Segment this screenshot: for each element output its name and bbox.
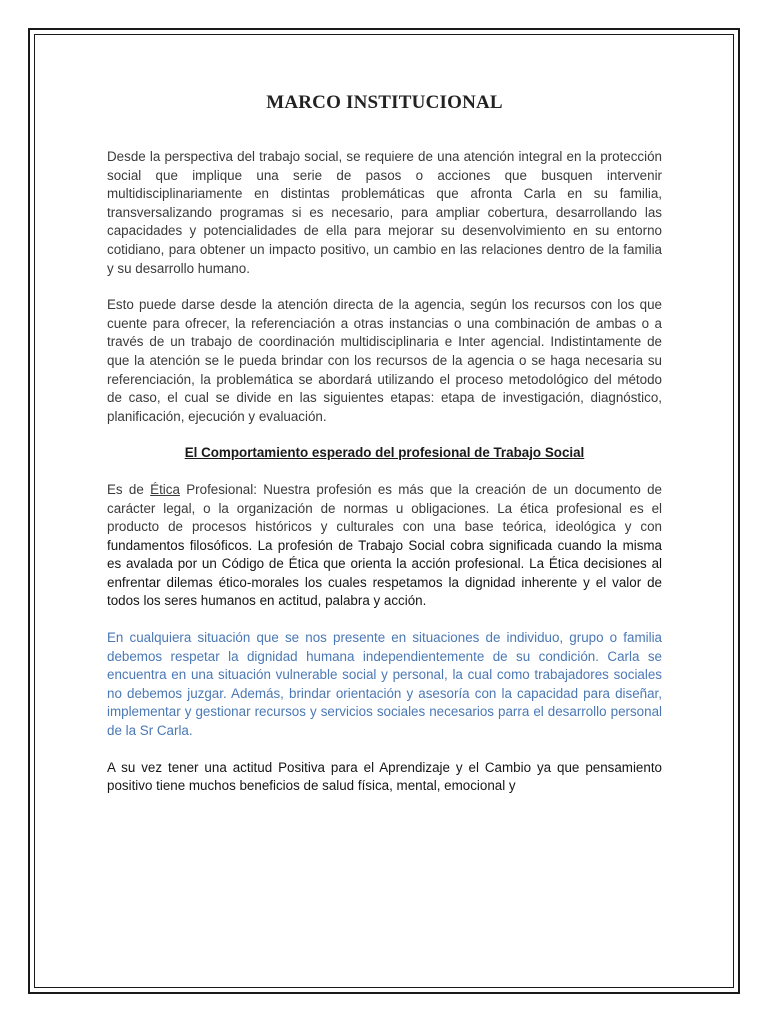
document-title: MARCO INSTITUCIONAL: [266, 92, 503, 113]
paragraph-5: A su vez tener una actitud Positiva para el Aprendizaje y el Cambio ya que pensamiento positivo tiene muchos beneficios de salud física, mental, emocional y: [107, 759, 662, 794]
etica-underlined-word: Ética: [150, 481, 180, 497]
paragraph-2: Esto puede darse desde la atención directa de la agencia, según los recursos con los que cuente para ofrecer, la referenciación a otras instancias o una combinación de ambas o a través de un trabajo de coordinación multidisciplinaria e Inter agencial. Indistintamente de que la atención se le pueda brindar con los recursos de la agencia o se haga necesaria su referenciación, la problemática se abordará utilizando el proceso metodológico del método de caso, el cual se divide en las siguientes etapas: etapa de investigación, diagnóstico, planificación, ejecución y evaluación.: [107, 297, 662, 424]
paragraph-4-blue: En cualquiera situación que se nos presente en situaciones de individuo, grupo o familia debemos respetar la dignidad humana independientemente de su condición. Carla se encuentra en una situación vulnerable social y personal, la cual como trabajadores sociales no debemos juzgar. Además, brindar orientación y asesoría con la capacidad para diseñar, implementar y gestionar recursos y servicios sociales necesarios parra el desarrollo personal de la Sr Carla.: [107, 630, 662, 739]
paragraph-3-dark-text: fundamentos filosóficos. La profesión de Trabajo Social cobra significada cuando la misma es avalada por un Código de Ética que orienta la acción profesional. La Ética decisiones al enfrentar dilemas ético-morales los cuales respetamos la dignidad inherente y el valor de todos los seres humanos en actitud, palabra y acción.: [107, 537, 662, 609]
paragraph-3-rest: Profesional: Nuestra profesión es más que la creación de un documento de carácter legal, o la organización de normas u obligaciones. La ética profesional es el producto de procesos históricos y culturales con una base teórica, ideológica y con: [107, 481, 662, 535]
paragraph-1: Desde la perspectiva del trabajo social, se requiere de una atención integral en la protección social que implique una serie de pasos o acciones que busquen intervenir multidisciplinariamente en distintas problemáticas que afronta Carla en su familia, transversalizando programas si es necesario, para ampliar cobertura, desarrollando las capacidades y potencialidades de ella para mejorar su desenvolvimiento en su entorno cotidiano, para obtener un impacto positivo, un cambio en las relaciones dentro de la familia y su desarrollo humano.: [107, 149, 662, 276]
section-subtitle: El Comportamiento esperado del profesional de Trabajo Social: [184, 445, 585, 461]
paragraph-3: [107, 481, 662, 611]
paragraph-3-prefix: Es de: [107, 481, 151, 497]
document-body: [107, 92, 662, 814]
